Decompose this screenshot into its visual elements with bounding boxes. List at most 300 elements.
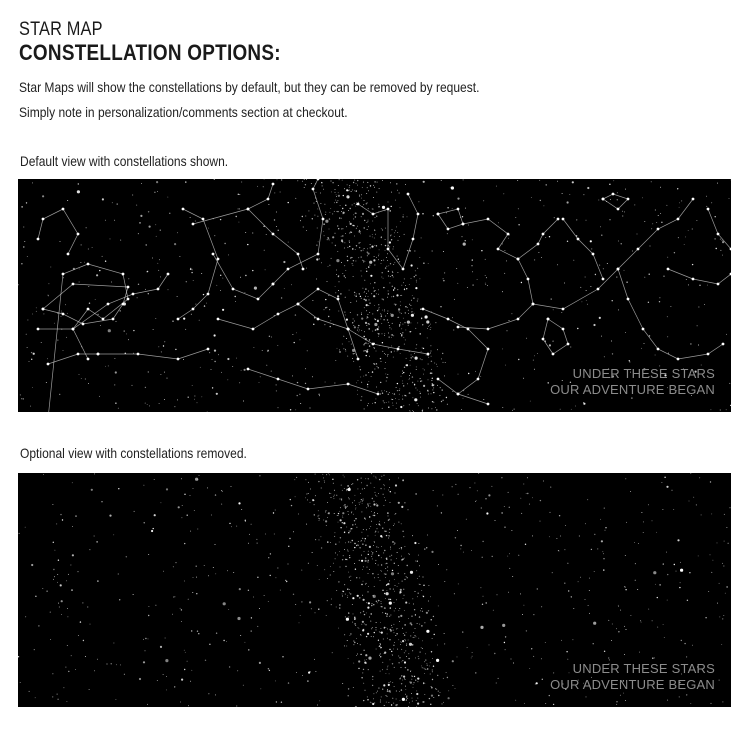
constellation-star xyxy=(542,233,545,236)
star xyxy=(562,193,563,194)
star xyxy=(245,232,246,233)
star xyxy=(349,246,350,247)
star xyxy=(594,571,595,572)
star xyxy=(357,654,358,655)
star xyxy=(365,350,366,351)
star xyxy=(362,500,363,501)
star xyxy=(146,244,147,245)
constellation-star xyxy=(177,318,180,321)
star xyxy=(541,257,542,258)
star xyxy=(401,285,402,286)
star xyxy=(589,613,590,614)
star xyxy=(373,295,375,297)
star xyxy=(388,519,389,520)
star xyxy=(354,543,355,544)
star xyxy=(375,329,376,330)
star xyxy=(388,265,389,266)
star xyxy=(426,631,427,632)
star xyxy=(356,296,357,297)
star xyxy=(368,554,369,555)
constellation-star xyxy=(542,338,545,341)
star xyxy=(415,680,416,681)
star xyxy=(190,681,191,682)
star xyxy=(389,535,390,536)
star xyxy=(384,333,385,334)
star xyxy=(90,624,91,625)
star xyxy=(374,632,375,633)
star xyxy=(229,666,230,667)
star xyxy=(222,309,224,311)
star xyxy=(378,600,379,601)
star xyxy=(388,322,389,323)
star xyxy=(382,528,383,529)
star xyxy=(382,612,383,613)
star xyxy=(345,594,346,595)
star xyxy=(331,497,332,498)
star xyxy=(413,298,414,299)
star xyxy=(362,569,363,570)
star xyxy=(552,572,553,573)
star xyxy=(214,361,215,362)
star xyxy=(526,338,527,339)
star xyxy=(415,328,416,329)
star xyxy=(326,525,327,526)
star xyxy=(414,353,415,354)
star xyxy=(518,555,519,556)
star xyxy=(71,655,72,656)
star xyxy=(432,679,433,680)
star xyxy=(452,660,454,662)
star xyxy=(374,515,375,516)
star xyxy=(386,590,387,591)
star xyxy=(504,250,505,251)
star xyxy=(485,498,486,499)
star xyxy=(115,699,116,700)
star xyxy=(427,668,428,669)
star xyxy=(472,239,473,240)
star xyxy=(365,374,366,375)
star xyxy=(367,229,368,230)
star xyxy=(312,552,313,553)
star xyxy=(327,600,328,601)
star xyxy=(404,652,405,653)
star xyxy=(109,515,111,517)
star xyxy=(352,257,353,258)
star xyxy=(233,572,234,573)
star xyxy=(356,545,357,546)
star xyxy=(276,226,277,227)
star xyxy=(411,300,412,301)
star xyxy=(407,307,408,308)
star xyxy=(677,539,679,541)
star xyxy=(413,637,414,638)
star xyxy=(348,572,349,573)
star xyxy=(375,234,376,235)
star xyxy=(334,202,335,203)
star xyxy=(388,276,389,277)
star xyxy=(67,616,68,617)
constellation-figure xyxy=(348,329,428,354)
star xyxy=(424,673,425,674)
star xyxy=(420,309,421,310)
star xyxy=(378,565,379,566)
star xyxy=(308,210,309,211)
star xyxy=(243,685,244,686)
star xyxy=(377,333,378,334)
star xyxy=(388,337,389,338)
star xyxy=(339,511,340,512)
star xyxy=(89,689,90,690)
star xyxy=(362,288,363,289)
star xyxy=(408,706,409,707)
star xyxy=(361,635,362,636)
star xyxy=(88,383,89,384)
star xyxy=(305,479,306,480)
star xyxy=(401,689,402,690)
star xyxy=(393,335,394,336)
constellation-star xyxy=(97,353,100,356)
star xyxy=(430,373,431,374)
star xyxy=(385,598,386,599)
star xyxy=(347,549,348,550)
star xyxy=(395,304,396,305)
star xyxy=(402,383,403,384)
star xyxy=(396,387,397,388)
constellation-figure xyxy=(438,209,463,229)
star xyxy=(389,639,390,640)
star xyxy=(468,373,469,374)
star xyxy=(417,698,418,699)
star xyxy=(422,640,423,641)
star xyxy=(649,335,650,336)
star xyxy=(411,278,412,279)
star xyxy=(684,244,685,245)
constellation-star xyxy=(667,268,670,271)
star xyxy=(585,523,586,524)
star xyxy=(339,604,340,605)
star xyxy=(398,522,399,523)
star xyxy=(389,327,390,328)
star xyxy=(359,547,360,548)
star xyxy=(367,253,369,255)
star xyxy=(146,271,147,272)
star xyxy=(361,276,362,277)
star xyxy=(405,339,406,340)
star xyxy=(152,258,153,259)
star xyxy=(368,343,369,344)
star xyxy=(334,536,335,537)
star xyxy=(395,398,396,399)
star xyxy=(347,595,348,596)
star xyxy=(616,701,617,702)
star xyxy=(696,220,697,221)
star xyxy=(404,573,405,574)
star xyxy=(357,595,359,597)
star xyxy=(404,639,405,640)
constellation-star xyxy=(527,278,530,281)
star xyxy=(722,255,723,256)
star xyxy=(644,343,645,344)
star xyxy=(354,495,355,496)
star xyxy=(354,547,355,548)
star xyxy=(554,217,555,218)
star xyxy=(288,682,289,683)
star xyxy=(72,554,74,556)
star xyxy=(384,485,385,486)
star xyxy=(355,518,356,519)
star xyxy=(357,545,358,546)
star xyxy=(339,551,340,552)
star xyxy=(366,268,367,269)
star xyxy=(400,641,401,642)
star xyxy=(257,543,258,544)
star xyxy=(561,640,562,641)
constellation-star xyxy=(67,253,70,256)
star xyxy=(364,660,365,661)
star xyxy=(689,572,690,573)
star xyxy=(401,548,402,549)
star xyxy=(391,555,392,556)
star xyxy=(412,382,413,383)
star xyxy=(409,378,410,379)
star xyxy=(220,290,221,291)
star xyxy=(538,252,539,253)
star xyxy=(426,320,429,323)
star xyxy=(382,689,383,690)
star xyxy=(166,488,168,490)
star xyxy=(435,407,436,408)
star xyxy=(367,633,369,635)
star xyxy=(238,208,239,209)
star xyxy=(361,482,362,483)
star xyxy=(369,303,370,304)
star xyxy=(415,657,416,658)
star xyxy=(185,181,186,182)
star xyxy=(329,474,330,475)
star xyxy=(422,359,423,360)
star xyxy=(115,371,117,373)
star xyxy=(723,566,724,567)
star xyxy=(357,226,358,227)
star xyxy=(18,284,19,285)
star xyxy=(397,628,398,629)
star xyxy=(187,661,188,662)
star xyxy=(396,599,397,600)
star xyxy=(422,410,423,411)
star xyxy=(672,490,673,491)
star xyxy=(153,528,154,529)
star xyxy=(163,571,164,572)
star xyxy=(472,656,473,657)
star xyxy=(424,661,425,662)
star xyxy=(407,321,410,324)
star xyxy=(360,541,361,542)
star xyxy=(387,297,388,298)
star xyxy=(404,502,405,503)
star xyxy=(343,213,344,214)
star xyxy=(401,642,402,643)
star xyxy=(680,582,681,583)
star xyxy=(349,589,350,590)
star xyxy=(334,383,335,384)
constellation-star xyxy=(37,238,40,241)
star xyxy=(207,487,208,488)
star xyxy=(65,304,66,305)
star xyxy=(376,649,377,650)
star xyxy=(359,293,360,294)
star xyxy=(428,357,429,358)
star xyxy=(543,205,544,206)
star xyxy=(380,622,381,623)
star xyxy=(388,354,389,355)
star xyxy=(335,360,336,361)
star xyxy=(381,557,382,558)
star xyxy=(422,667,423,668)
star xyxy=(328,239,329,240)
star xyxy=(265,269,266,270)
constellation-star xyxy=(62,273,65,276)
star xyxy=(249,534,250,535)
star xyxy=(388,702,389,703)
star xyxy=(617,199,618,200)
constellation-star xyxy=(602,198,605,201)
star xyxy=(383,319,384,320)
constellation-star xyxy=(627,198,630,201)
star xyxy=(77,190,80,193)
star xyxy=(725,593,726,594)
star xyxy=(378,206,379,207)
star xyxy=(164,372,165,373)
star xyxy=(236,706,237,707)
star xyxy=(301,601,302,602)
star xyxy=(378,294,379,295)
star xyxy=(215,494,216,495)
star xyxy=(306,268,307,269)
star xyxy=(237,617,240,620)
star xyxy=(361,270,362,271)
star xyxy=(196,593,197,594)
star xyxy=(348,616,349,617)
star xyxy=(553,309,554,310)
star xyxy=(224,243,225,244)
star xyxy=(371,511,372,512)
constellation-star xyxy=(107,303,110,306)
star xyxy=(476,500,477,501)
star xyxy=(327,502,328,503)
star xyxy=(317,705,318,706)
star xyxy=(511,659,512,660)
star xyxy=(388,535,389,536)
star xyxy=(392,399,393,400)
star xyxy=(423,374,424,375)
star xyxy=(384,311,385,312)
star xyxy=(373,698,374,699)
star xyxy=(319,395,320,396)
star xyxy=(29,361,30,362)
star xyxy=(192,592,193,593)
star xyxy=(239,382,240,383)
star xyxy=(321,182,322,183)
star xyxy=(385,563,386,564)
star xyxy=(323,231,324,232)
star xyxy=(381,263,382,264)
star xyxy=(33,353,35,355)
star xyxy=(502,348,503,349)
star xyxy=(167,197,168,198)
star xyxy=(370,483,371,484)
star xyxy=(367,248,368,249)
star xyxy=(57,574,58,575)
star xyxy=(437,675,438,676)
star xyxy=(397,586,398,587)
star xyxy=(382,272,383,273)
star xyxy=(340,527,341,528)
star xyxy=(141,183,142,184)
star xyxy=(26,334,27,335)
star xyxy=(612,624,613,625)
constellation-star xyxy=(357,203,360,206)
star xyxy=(376,257,377,258)
star xyxy=(447,677,448,678)
constellation-star xyxy=(202,218,205,221)
constellation-star xyxy=(547,318,550,321)
star xyxy=(593,643,594,644)
star xyxy=(381,277,382,278)
star xyxy=(533,656,534,657)
constellation-figure xyxy=(248,209,303,269)
star xyxy=(527,477,528,478)
star xyxy=(391,234,392,235)
star xyxy=(437,385,438,386)
star xyxy=(352,189,353,190)
star xyxy=(345,351,346,352)
star xyxy=(317,216,318,217)
star xyxy=(349,290,350,291)
star xyxy=(489,644,490,645)
constellation-star xyxy=(272,233,275,236)
star xyxy=(366,485,367,486)
star xyxy=(378,532,379,533)
star xyxy=(417,322,418,323)
star xyxy=(403,214,404,215)
star xyxy=(349,577,350,578)
star xyxy=(381,603,382,604)
star xyxy=(384,475,385,476)
star xyxy=(57,699,58,700)
star xyxy=(404,322,405,323)
star xyxy=(336,259,339,262)
star xyxy=(342,559,343,560)
star xyxy=(335,245,336,246)
star xyxy=(318,241,319,242)
star xyxy=(360,377,361,378)
star xyxy=(385,500,386,501)
star xyxy=(235,296,236,297)
star xyxy=(356,293,357,294)
star xyxy=(312,300,313,301)
constellation-star xyxy=(167,273,170,276)
star xyxy=(350,528,351,529)
star xyxy=(352,502,353,503)
star xyxy=(111,282,112,283)
star xyxy=(381,390,382,391)
star xyxy=(388,394,389,395)
star xyxy=(404,678,405,679)
star xyxy=(386,616,387,617)
constellation-star xyxy=(317,288,320,291)
star xyxy=(314,504,315,505)
star xyxy=(394,304,395,305)
